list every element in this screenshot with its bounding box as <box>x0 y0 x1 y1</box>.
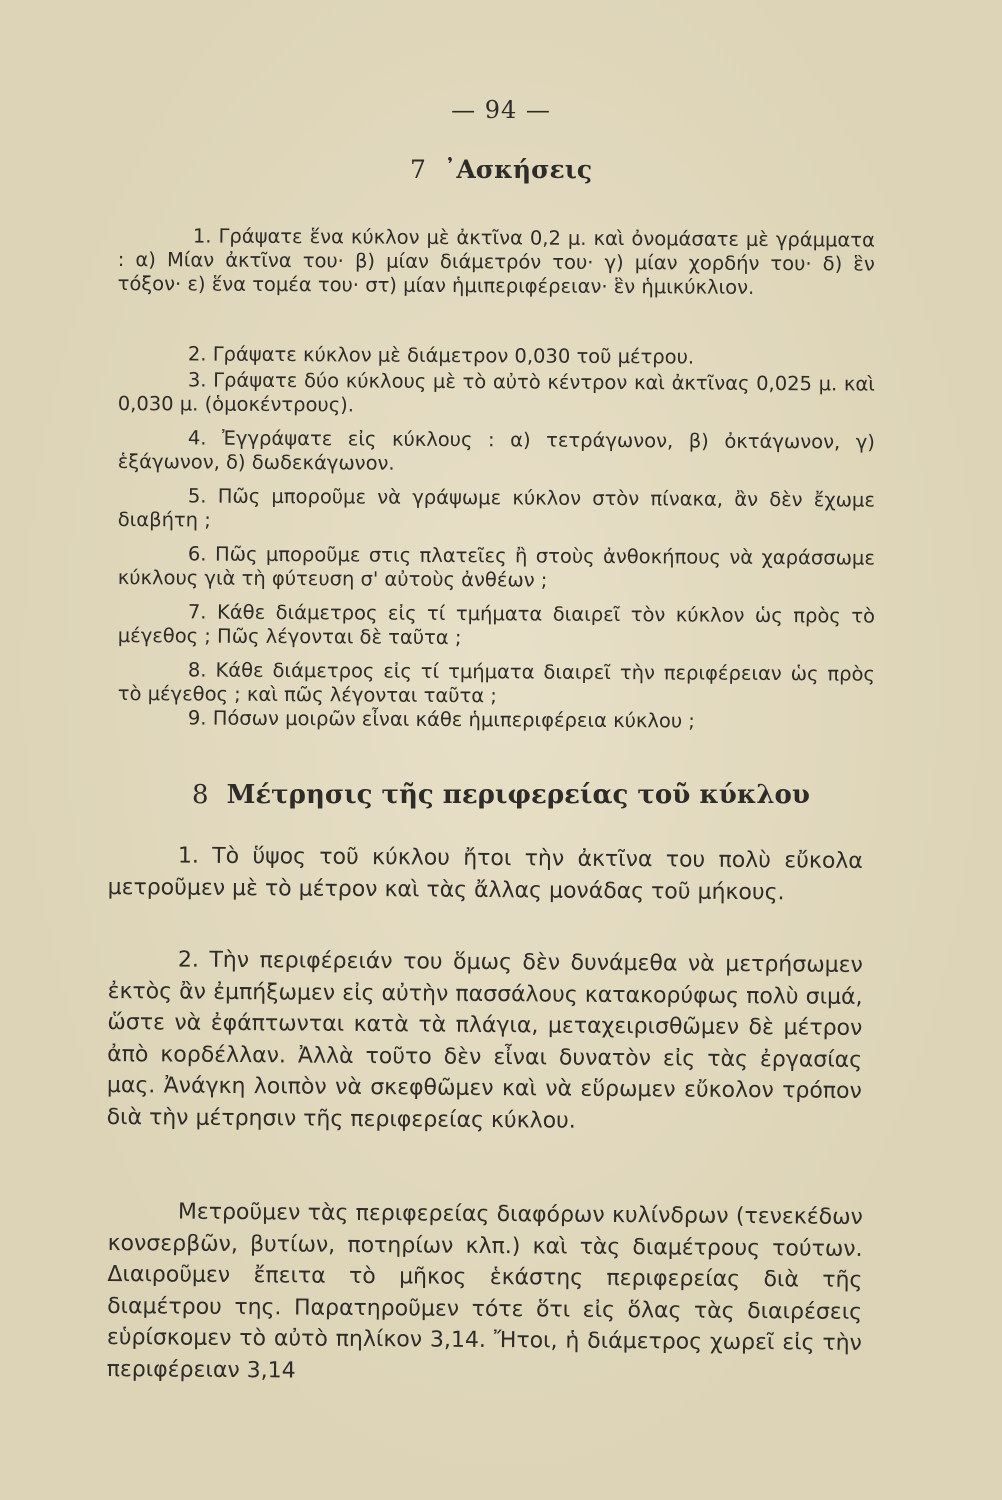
exercise-9: 9. Πόσων μοιρῶν εἶναι κάθε ἡμιπεριφέρεια κύκλου ; <box>187 706 695 733</box>
exercise-7: 7. Κάθε διάμετρος εἰς τί τμήματα διαιρεῖ τὸν κύκλον ὡς πρὸς τὸ μέγεθος ; Πῶς λέγονται δὲ ταῦτα ; <box>117 600 875 650</box>
exercise-8: 8. Κάθε διάμετρος εἰς τί τμήματα διαιρεῖ τὴν περιφέρειαν ὡς πρὸς τὸ μέγεθος ; καὶ πῶς λέγονται ταῦτα ; <box>117 658 875 708</box>
exercise-1: 1. Γράψατε ἕνα κύκλον μὲ ἀκτῖνα 0,2 μ. καὶ ὀνομάσατε μὲ γράμματα : α) Μίαν ἀκτῖνα του· β) μίαν διάμετρόν του· γ) μίαν χορδήν του· δ) ἓν τόξον· ε) ἕνα τομέα του· στ) μίαν ἡμιπεριφέρειαν· ἓν ἡμικύκλιον. <box>117 224 875 299</box>
paragraph-1: 1. Τὸ ὕψος τοῦ κύκλου ἤτοι τὴν ἀκτῖνα του πολὺ εὔκολα μετροῦμεν μὲ τὸ μέτρον καὶ τὰς ἄλλας μονάδας τοῦ μήκους. <box>107 843 863 905</box>
exercise-3: 3. Γράψατε δύο κύκλους μὲ τὸ αὐτὸ κέντρον καὶ ἀκτῖνας 0,025 μ. καὶ 0,030 μ. (ὁμοκέντρους). <box>117 368 875 417</box>
exercise-6: 6. Πῶς μποροῦμε στις πλατεῖες ἢ στοὺς ἀνθοκήπους νὰ χαράσσωμε κύκλους γιὰ τὴ φύτευση σ' αὐτοὺς ἀνθέων ; <box>117 542 875 592</box>
section-7-number: 7 <box>409 155 426 184</box>
paragraph-3: Μετροῦμεν τὰς περιφερείας διαφόρων κυλίνδρων (τενεκέδων κονσερβῶν, βυτίων, ποτηρίων κλπ.) καὶ τὰς διαμέτρους τούτων. Διαιροῦμεν ἔπειτα τὸ μῆκος ἑκάστης περιφερείας διὰ τῆς διαμέτρου της. Παρατηροῦμεν τότε ὅτι εἰς ὅλας τὰς διαιρέσεις εὑρίσκομεν τὸ αὐτὸ πηλίκον 3,14. Ἤτοι, ἡ διάμετρος χωρεῖ εἰς τὴν περιφέρειαν 3,14 <box>106 1199 863 1383</box>
exercise-4: 4. Ἐγγράψατε εἰς κύκλους : α) τετράγωνον, β) ὀκτάγωνον, γ) ἑξάγωνον, δ) δωδεκάγωνον. <box>117 426 875 475</box>
paragraph-2: 2. Τὴν περιφέρειάν του ὅμως δὲν δυνάμεθα νὰ μετρήσωμεν ἐκτὸς ἂν ἐμπήξωμεν εἰς αὐτὴν πασσάλους κατακορύφως πολὺ σιμά, ὥστε νὰ ἐφάπτωνται κατὰ τὰ πλάγια, μεταχειρισθῶμεν δὲ μέτρον ἀπὸ κορδέλλαν. Ἀλλὰ τοῦτο δὲν εἶναι δυνατὸν εἰς τὰς ἐργασίας μας. Ἀνάγκη λοιπὸν νὰ σκεφθῶμεν καὶ νὰ εὕρωμεν εὔκολον τρόπον διὰ τὴν μέτρησιν τῆς περιφερείας κύκλου. <box>106 947 863 1134</box>
section-8-number: 8 <box>192 780 209 810</box>
section-7-heading <box>0 155 1002 184</box>
page-number: — 94 — <box>451 96 551 124</box>
section-8-heading <box>0 780 1002 810</box>
section-7-title: ᾿Ασκήσεις <box>443 155 593 184</box>
exercise-2: 2. Γράψατε κύκλον μὲ διάμετρον 0,030 τοῦ μέτρου. <box>187 342 695 369</box>
section-8-title: Μέτρησις τῆς περιφερείας τοῦ κύκλου <box>226 780 810 810</box>
exercise-5: 5. Πῶς μποροῦμε νὰ γράψωμε κύκλον στὸν πίνακα, ἂν δὲν ἔχωμε διαβήτη ; <box>117 484 875 532</box>
